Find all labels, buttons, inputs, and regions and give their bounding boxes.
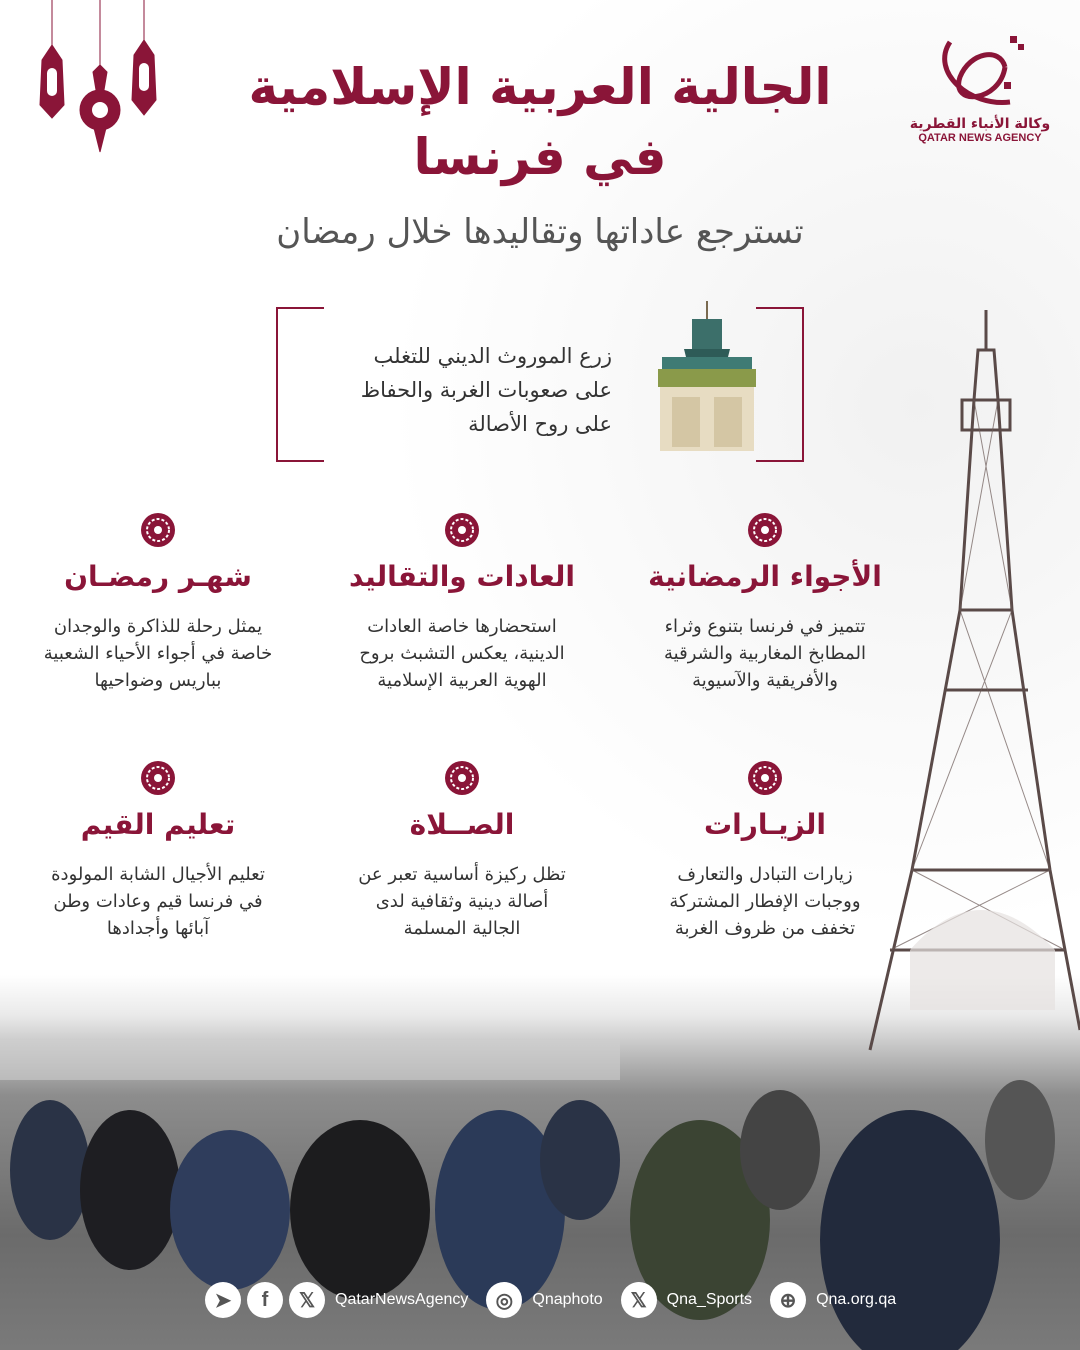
x-sports-icon[interactable]: 𝕏 [621, 1282, 657, 1318]
page-title-line2: في فرنسا [413, 128, 667, 186]
globe-icon[interactable]: ⊕ [770, 1282, 806, 1318]
ornament-icon [444, 512, 480, 548]
instagram-handle[interactable]: Qnaphoto [532, 1291, 603, 1308]
section-month-ramadan [13, 512, 303, 694]
ornament-icon [444, 760, 480, 796]
page-subtitle: تسترجع عاداتها وتقاليدها خلال رمضان [276, 212, 804, 252]
section-body: تتميز في فرنسا بتنوع وثراء المطابخ المغاربية والشرقية والأفريقية والآسيوية [664, 616, 866, 691]
bracket-left [276, 307, 324, 462]
x-icon[interactable]: 𝕏 [289, 1282, 325, 1318]
section-body: زيارات التبادل والتعارف ووجبات الإفطار المشتركة تخفف من ظروف الغربة [669, 864, 861, 939]
bracket-right [756, 307, 804, 462]
intro-box [276, 307, 804, 462]
website-link[interactable]: Qna.org.qa [816, 1291, 897, 1308]
logo-english-name: QATAR NEWS AGENCY [918, 132, 1042, 144]
ornament-icon [747, 760, 783, 796]
ornament-icon [140, 512, 176, 548]
ornament-icon [140, 760, 176, 796]
section-body: تظل ركيزة أساسية تعبر عن أصالة دينية وثقافية لدى الجالية المسلمة [358, 864, 566, 939]
section-title: العادات والتقاليد [348, 560, 575, 593]
section-body: تعليم الأجيال الشابة المولودة في فرنسا قيم وعادات وطن آبائها وأجدادها [51, 864, 265, 939]
section-teaching-values [13, 760, 303, 942]
section-customs-traditions [317, 512, 607, 694]
section-title: الزيـارات [704, 808, 826, 841]
intro-text [361, 339, 612, 441]
ornament-icon [747, 512, 783, 548]
page-title-line1: الجالية العربية الإسلامية [248, 58, 832, 116]
intro-line: زرع الموروث الديني للتغلب [373, 344, 612, 368]
instagram-icon[interactable]: ◎ [486, 1282, 522, 1318]
facebook-icon[interactable]: f [247, 1282, 283, 1318]
mosque-minaret-image [654, 301, 760, 451]
section-body: يمثل رحلة للذاكرة والوجدان خاصة في أجواء الأحياء الشعبية بباريس وضواحيها [43, 616, 273, 691]
intro-line: على صعوبات الغربة والحفاظ [360, 378, 612, 402]
intro-line: على روح الأصالة [468, 412, 612, 436]
section-title: الصــلاة [409, 808, 515, 841]
section-visits [620, 760, 910, 942]
section-title: شهـر رمضـان [64, 560, 252, 593]
logo-arabic-name: وكالة الأنباء القطرية [909, 116, 1051, 132]
sports-handle[interactable]: Qna_Sports [666, 1291, 753, 1308]
section-ramadan-atmosphere [620, 512, 910, 694]
section-body: استحضارها خاصة العادات الدينية، يعكس التشبث بروح الهوية العربية الإسلامية [359, 616, 565, 691]
section-title: تعليم القيم [80, 808, 236, 841]
telegram-icon[interactable]: ➤ [205, 1282, 241, 1318]
social-footer [205, 1282, 908, 1318]
social-handle[interactable]: QatarNewsAgency [335, 1291, 469, 1308]
section-prayer [317, 760, 607, 942]
section-title: الأجواء الرمضانية [648, 560, 882, 593]
